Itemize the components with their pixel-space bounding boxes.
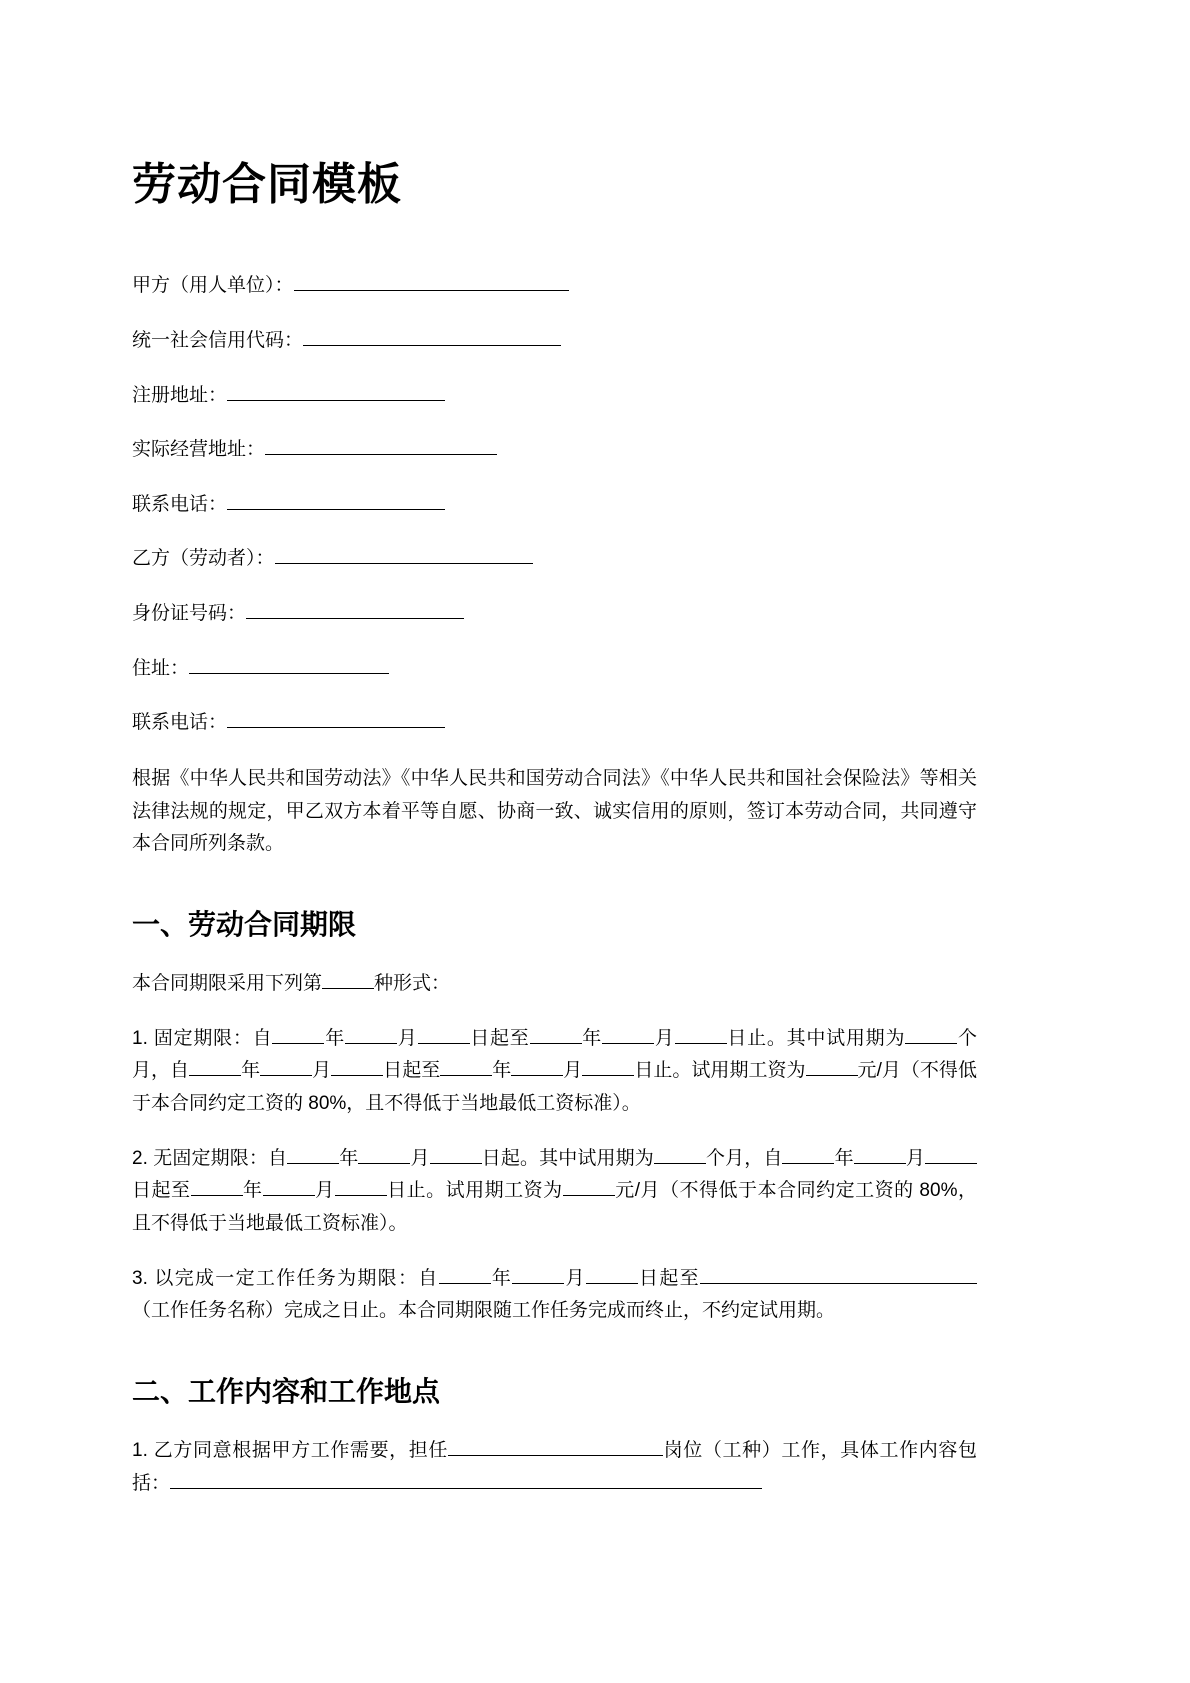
field-label: 乙方（劳动者）： xyxy=(132,548,275,570)
worker-address-blank[interactable] xyxy=(189,654,389,674)
item1-probation-start-month-blank[interactable] xyxy=(260,1056,312,1076)
unified-social-credit-code-blank[interactable] xyxy=(303,326,561,346)
field-label: 身份证号码： xyxy=(132,603,247,625)
item2-probation-end-day-blank[interactable] xyxy=(335,1176,387,1196)
item1-start-year-blank[interactable] xyxy=(272,1024,324,1044)
item2-text-7: 月 xyxy=(905,1147,925,1169)
item1-probation-wage-blank[interactable] xyxy=(806,1056,858,1076)
field-party-a-employer xyxy=(132,271,977,299)
contract-term-item-2 xyxy=(132,1143,977,1241)
item1-text-2: 年 xyxy=(324,1027,345,1049)
item1-probation-start-day-blank[interactable] xyxy=(331,1056,383,1076)
page-title: 劳动合同模板 xyxy=(132,160,402,209)
contract-term-item-3 xyxy=(132,1263,977,1328)
field-registered-address xyxy=(132,381,977,409)
section-heading-job-content-location: 二、工作内容和工作地点 xyxy=(132,1376,441,1408)
item1-end-year-blank[interactable] xyxy=(530,1024,582,1044)
item3-text-3: 月 xyxy=(564,1267,586,1289)
contract-term-item-1 xyxy=(132,1023,977,1121)
item1-start-month-blank[interactable] xyxy=(345,1024,397,1044)
item1-probation-start-year-blank[interactable] xyxy=(189,1056,241,1076)
field-employer-phone xyxy=(132,490,977,518)
item1-start-day-blank[interactable] xyxy=(418,1024,470,1044)
field-actual-business-address xyxy=(132,435,977,463)
item2-probation-months-blank[interactable] xyxy=(654,1144,706,1164)
item1-text-4: 日起至 xyxy=(469,1027,530,1049)
item2-text-1: 2. 无固定期限：自 xyxy=(132,1147,288,1169)
item1-text-15: 元/月（不得低于本合同约定工资的 80%，且不得低于当地最低工资标准）。 xyxy=(132,1060,977,1115)
item1-probation-months-blank[interactable] xyxy=(905,1024,957,1044)
item3-start-day-blank[interactable] xyxy=(586,1264,638,1284)
item1-text-12: 年 xyxy=(492,1060,512,1082)
item1-text-9: 年 xyxy=(241,1060,261,1082)
item2-probation-wage-blank[interactable] xyxy=(563,1176,615,1196)
item2-text-6: 年 xyxy=(834,1147,854,1169)
item1-text-8: 个月，自 xyxy=(132,1027,977,1082)
item2-text-9: 年 xyxy=(242,1180,263,1202)
field-unified-social-credit-code xyxy=(132,326,977,354)
term-form-number-blank[interactable] xyxy=(322,969,374,989)
item2-start-year-blank[interactable] xyxy=(287,1144,339,1164)
item2-probation-end-month-blank[interactable] xyxy=(263,1176,315,1196)
party-b-worker-blank[interactable] xyxy=(275,544,533,564)
field-label: 实际经营地址： xyxy=(132,439,266,461)
field-label: 甲方（用人单位）： xyxy=(132,275,294,297)
item2-text-12: 元/月（不得低于本合同约定工资的 80%，且不得低于当地最低工资标准）。 xyxy=(132,1180,977,1235)
item3-text-2: 年 xyxy=(490,1267,513,1289)
preamble-paragraph: 根据《中华人民共和国劳动法》《中华人民共和国劳动合同法》《中华人民共和国社会保险法》等相关法律法规的规定，甲乙双方本着平等自愿、协商一致、诚实信用的原则，签订本劳动合同，共同遵守本合同所列条款。 xyxy=(132,768,977,855)
item2-text-10: 月 xyxy=(314,1180,335,1202)
id-number-blank[interactable] xyxy=(246,599,464,619)
item3-text-5: （工作任务名称）完成之日止。本合同期限随工作任务完成而终止，不约定试用期。 xyxy=(132,1300,836,1322)
field-label: 住址： xyxy=(132,657,190,679)
item2-probation-start-month-blank[interactable] xyxy=(854,1144,906,1164)
field-label: 统一社会信用代码： xyxy=(132,329,304,351)
item2-start-day-blank[interactable] xyxy=(430,1144,482,1164)
item3-task-name-blank-cont[interactable] xyxy=(925,1264,977,1284)
item1-text-6: 月 xyxy=(654,1027,675,1049)
item1-text-3: 月 xyxy=(396,1027,418,1049)
party-a-employer-blank[interactable] xyxy=(294,271,569,291)
item3-text-1: 3. 以完成一定工作任务为期限：自 xyxy=(132,1267,439,1289)
document-content xyxy=(132,160,977,1522)
job-content-item-1 xyxy=(132,1435,977,1500)
item2-text-5: 个月，自 xyxy=(705,1147,783,1169)
section-heading-contract-term: 一、劳动合同期限 xyxy=(132,909,357,941)
item2-probation-start-year-blank[interactable] xyxy=(782,1144,834,1164)
field-label: 注册地址： xyxy=(132,384,228,406)
contract-term-intro xyxy=(132,968,977,1001)
item3-text-4: 日起至 xyxy=(637,1267,700,1289)
item1-text-5: 年 xyxy=(581,1027,603,1049)
field-id-number xyxy=(132,599,977,627)
sec2-item1-text-2: 岗位（工种）工作，具体工作内容包括： xyxy=(132,1440,977,1494)
sec2-item1-text-1: 1. 乙方同意根据甲方工作需要，担任 xyxy=(132,1440,449,1462)
registered-address-blank[interactable] xyxy=(227,381,445,401)
item3-start-month-blank[interactable] xyxy=(512,1264,564,1284)
item1-text-11: 日起至 xyxy=(383,1060,441,1082)
worker-phone-blank[interactable] xyxy=(227,708,445,728)
item3-task-name-blank[interactable] xyxy=(700,1264,925,1284)
job-content-detail-blank[interactable] xyxy=(170,1469,762,1489)
item1-end-month-blank[interactable] xyxy=(602,1024,654,1044)
job-position-blank[interactable] xyxy=(448,1436,663,1456)
item2-text-4: 日起。其中试用期为 xyxy=(481,1147,654,1169)
item2-text-3: 月 xyxy=(410,1147,430,1169)
intro-suffix: 种形式： xyxy=(374,973,451,995)
item1-text-7: 日止。其中试用期为 xyxy=(726,1027,906,1049)
field-party-b-worker xyxy=(132,544,977,572)
item1-text-14: 日止。试用期工资为 xyxy=(634,1060,806,1082)
item2-text-11: 日止。试用期工资为 xyxy=(386,1180,563,1202)
employer-phone-blank[interactable] xyxy=(227,490,445,510)
item1-text-1: 1. 固定期限：自 xyxy=(132,1027,273,1049)
field-worker-phone xyxy=(132,708,977,736)
item1-text-13: 月 xyxy=(563,1060,583,1082)
actual-business-address-blank[interactable] xyxy=(265,435,497,455)
item2-text-8: 日起至 xyxy=(132,1180,191,1202)
item3-start-year-blank[interactable] xyxy=(439,1264,491,1284)
field-label: 联系电话： xyxy=(132,712,228,734)
item2-probation-start-day-blank[interactable] xyxy=(925,1144,977,1164)
field-label: 联系电话： xyxy=(132,493,228,515)
item2-text-2: 年 xyxy=(339,1147,359,1169)
item1-text-10: 月 xyxy=(312,1060,332,1082)
item1-end-day-blank[interactable] xyxy=(675,1024,727,1044)
item2-probation-end-year-blank[interactable] xyxy=(191,1176,243,1196)
item1-probation-end-month-blank[interactable] xyxy=(511,1056,563,1076)
item2-start-month-blank[interactable] xyxy=(358,1144,410,1164)
item1-probation-end-day-blank[interactable] xyxy=(582,1056,634,1076)
field-worker-address xyxy=(132,654,977,682)
item1-probation-end-year-blank[interactable] xyxy=(440,1056,492,1076)
intro-prefix: 本合同期限采用下列第 xyxy=(132,973,323,995)
